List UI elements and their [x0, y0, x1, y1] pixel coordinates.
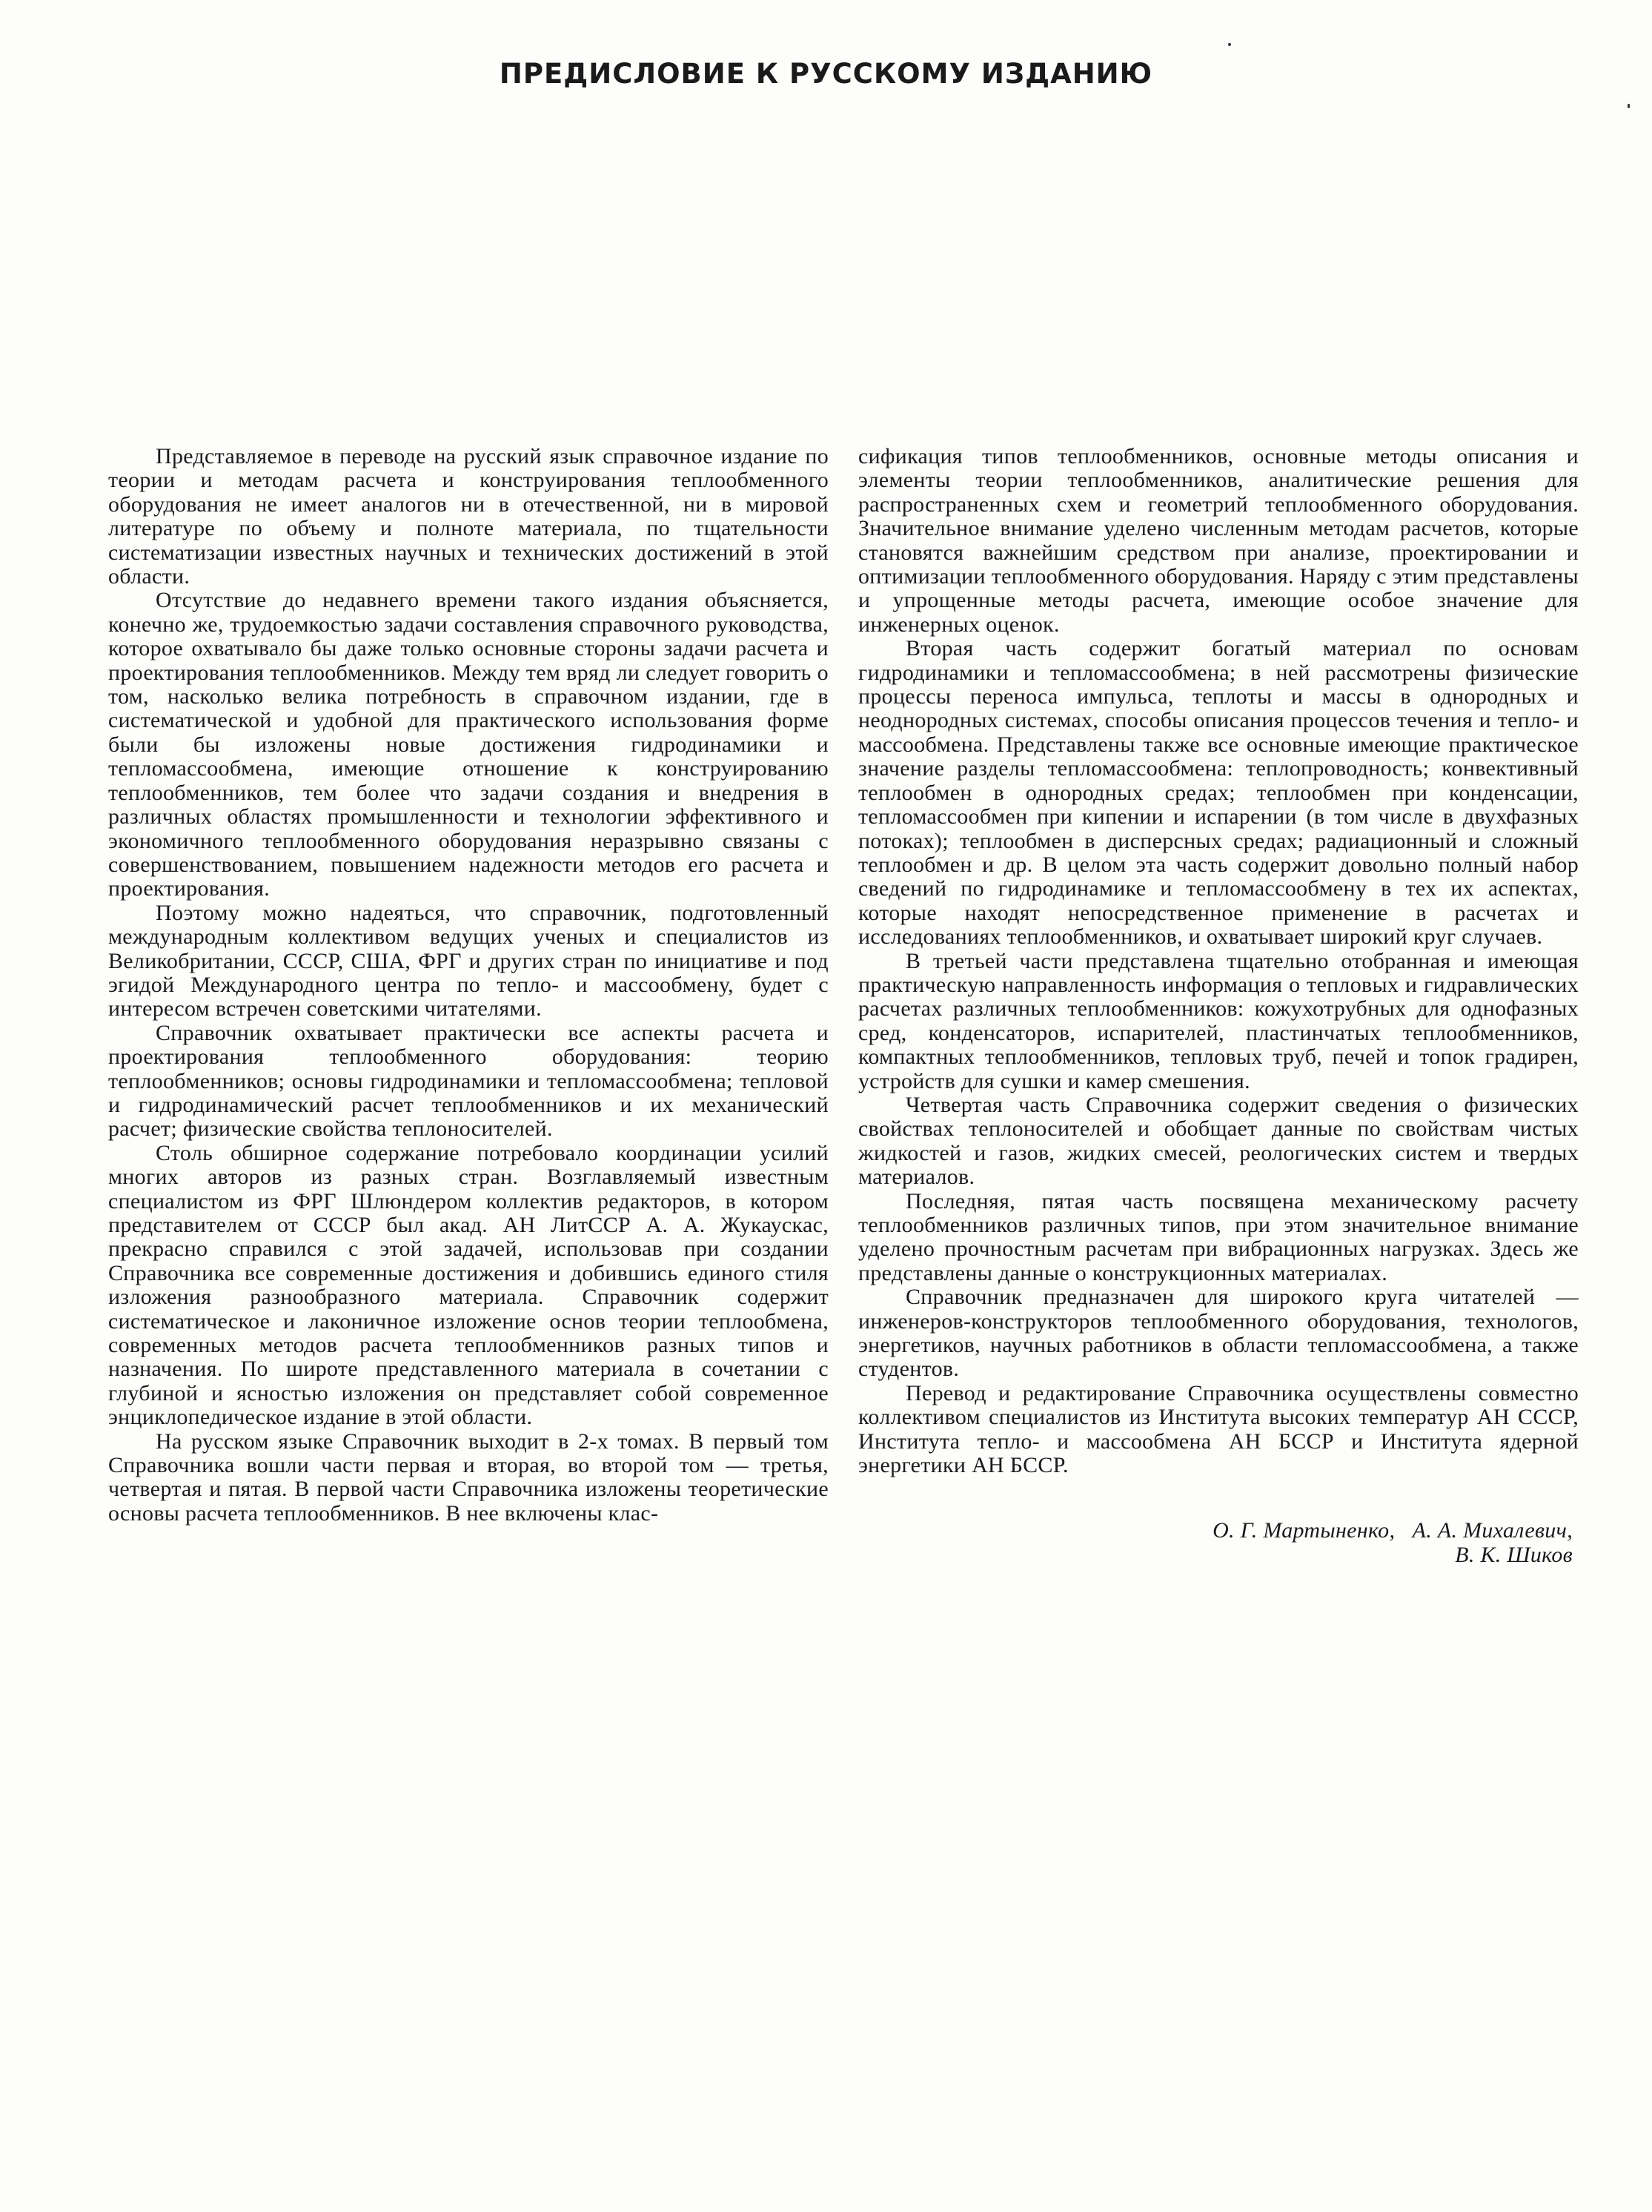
signature-line: В. К. Шиков [1455, 1542, 1573, 1567]
paragraph: Поэтому можно надеяться, что справочник, подготовленный международным коллективом ведущих ученых и специалистов из Великобритании, СССР, США, ФРГ и других стран по инициативе и под эгидой Международного центра по тепло- и массообмену, будет с интересом встречен советскими читателями. [108, 900, 829, 1021]
page-title: ПРЕДИСЛОВИЕ К РУССКОМУ ИЗДАНИЮ [499, 58, 1153, 90]
paragraph: Отсутствие до недавнего времени такого издания объясняется, конечно же, трудоемкостью задачи составления справочного руководства, которое охватывало бы даже только основные стороны задачи расчета и проектирования теплообменников. Между тем вряд ли следует говорить о том, насколько велика потребность в справочном издании, где в систематической и удобной для практического использования форме были бы изложены новые достижения гидродинамики и тепломассообмена, имеющие отношение к конструированию теплообменников, тем более что задачи создания и внедрения в различных областях промышленности и технологии эффективного и экономичного теплообменного оборудования неразрывно связаны с совершенствованием, повышением надежности методов его расчета и проектирования. [108, 588, 829, 901]
scan-speck [1628, 104, 1630, 108]
paragraph: На русском языке Справочник выходит в 2-х томах. В первый том Справочника вошли части первая и вторая, во второй том — третья, четвертая и пятая. В первой части Справочника изложены теоретические основы расчета теплообменников. В нее включены клас- [108, 1428, 829, 1526]
paragraph: Четвертая часть Справочника содержит сведения о физических свойствах теплоносителей и обобщает данные по свойствам чистых жидкостей и газов, жидких смесей, реологических систем и твердых материалов. [858, 1092, 1579, 1190]
left-text-column [108, 445, 829, 1526]
signature-line: О. Г. Мартыненко, А. А. Михалевич, [1213, 1518, 1573, 1543]
editors-signature [858, 1519, 1579, 1567]
paragraph: Справочник предназначен для широкого круга читателей — инженеров-конструкторов теплообменного оборудования, технологов, энергетиков, научных работников в области тепломассообмена, а также студентов. [858, 1285, 1579, 1382]
paragraph-continuation: сификация типов теплообменников, основные методы описания и элементы теории теплообменников, аналитические решения для распространенных схем и геометрий теплообменного оборудования. Значительное внимание уделено численным методам расчетов, которые становятся важнейшим средством при анализе, проектировании и оптимизации теплообменного оборудования. Наряду с этим представлены и упрощенные методы расчета, имеющие особое значение для инженерных оценок. [858, 444, 1579, 637]
paragraph: Представляемое в переводе на русский язык справочное издание по теории и методам расчета и конструирования теплообменного оборудования не имеет аналогов ни в отечественной, ни в мировой литературе по объему и полноте материала, по тщательности систематизации известных научных и технических достижений в этой области. [108, 444, 829, 589]
paragraph: Справочник охватывает практически все аспекты расчета и проектирования теплообменного оборудования: теорию теплообменников; основы гидродинамики и тепломассообмена; тепловой и гидродинамический расчет теплообменников и их механический расчет; физические свойства теплоносителей. [108, 1020, 829, 1142]
paragraph: Вторая часть содержит богатый материал по основам гидродинамики и тепломассообмена; в ней рассмотрены физические процессы переноса импульса, теплоты и массы в однородных и неоднородных системах, способы описания процессов течения и тепло- и массообмена. Представлены также все основные имеющие практическое значение разделы тепломассообмена: теплопроводность; конвективный теплообмен в однородных средах; теплообмен при конденсации, тепломассообмен при кипении и испарении (в том числе в двухфазных потоках); теплообмен в дисперсных средах; радиационный и сложный теплообмен и др. В целом эта часть содержит довольно полный набор сведений по гидродинамике и тепломассообмену в тех их аспектах, которые находят непосредственное применение в расчетах и исследованиях теплообменников, и охватывает широкий круг случаев. [858, 636, 1579, 950]
right-text-column [858, 445, 1579, 1567]
paragraph: Перевод и редактирование Справочника осуществлены совместно коллективом специалистов из Института высоких температур АН СССР, Института тепло- и массообмена АН БССР и Института ядерной энергетики АН БССР. [858, 1380, 1579, 1478]
scan-speck [1228, 43, 1231, 46]
paragraph: В третьей части представлена тщательно отобранная и имеющая практическую направленность информация о тепловых и гидравлических расчетах различных теплообменников: кожухотрубных для однофазных сред, конденсаторов, испарителей, пластинчатых теплообменников, компактных теплообменников, тепловых труб, печей и топок градирен, устройств для сушки и камер смешения. [858, 948, 1579, 1093]
paragraph: Столь обширное содержание потребовало координации усилий многих авторов из разных стран. Возглавляемый известным специалистом из ФРГ Шлюндером коллектив редакторов, в котором представителем от СССР был акад. АН ЛитССР А. А. Жукаускас, прекрасно справился с этой задачей, использовав при создании Справочника все современные достижения и добившись единого стиля изложения разнообразного материала. Справочник содержит систематическое и лаконичное изложение основ теории теплообмена, современных методов расчета теплообменников разных типов и назначения. По широте представленного материала в сочетании с глубиной и ясностью изложения он представляет собой современное энциклопедическое издание в этой области. [108, 1140, 829, 1430]
paragraph: Последняя, пятая часть посвящена механическому расчету теплообменников различных типов, при этом значительное внимание уделено прочностным расчетам при вибрационных нагрузках. Здесь же представлены данные о конструкционных материалах. [858, 1188, 1579, 1285]
